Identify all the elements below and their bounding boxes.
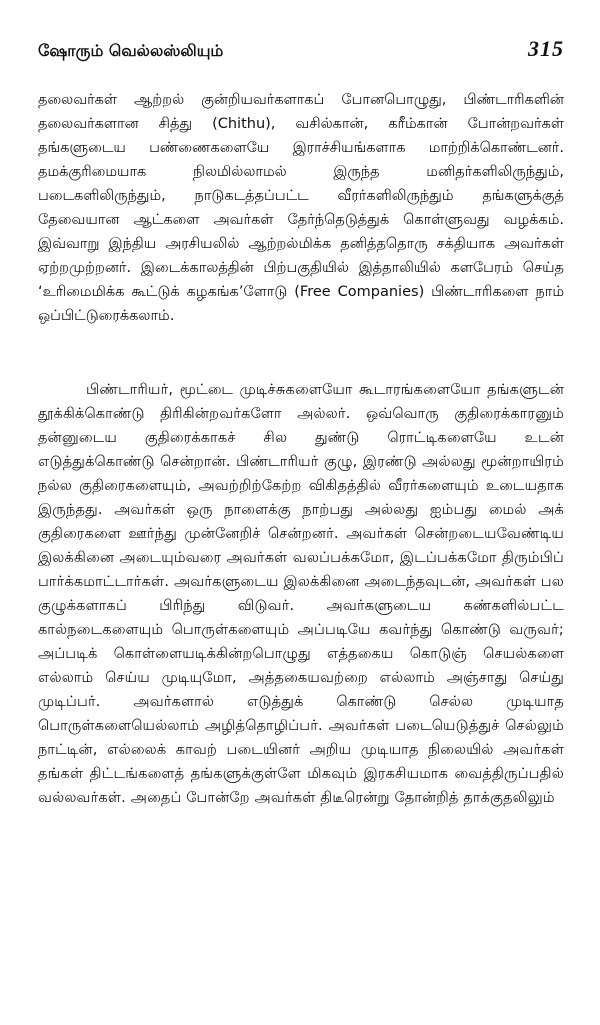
paragraph-2: பிண்டாரியர், மூட்டை முடிச்சுகளையோ கூடாரங்களையோ தங்களுடன் தூக்கிக்கொண்டு திரிகின்றவர்களோ அல்லர். ஒவ்வொரு குதிரைக்காரனும் தன்னுடைய குதிரைக்காகச் சில துண்டு ரொட்டிகளையே உடன் எடுத்துக்கொண்டு சென்றான். பிண்டாரியர் குழு, இரண்டு அல்லது மூன்றாயிரம் நல்ல குதிரைகளையும், அவற்றிற்கேற்ற விகிதத்தில் வீரர்களையும் உடையதாக இருந்தது. அவர்கள் ஒரு நாளைக்கு நாற்பது அல்லது ஐம்பது மைல் அக் குதிரைகளை ஊர்ந்து முன்னேறிச் சென்றனர். அவர்கள் சென்றடையவேண்டிய இலக்கினை அடையும்வரை அவர்கள் வலப்பக்கமோ, இடப்பக்கமோ திரும்பிப் பார்க்கமாட்டார்கள். அவர்களுடைய இலக்கினை அடைந்தவுடன், அவர்கள் பல குழுக்களாகப் பிரிந்து விடுவர். அவர்களுடைய கண்களில்பட்ட கால்நடைகளையும் பொருள்களையும் அப்படியே கவர்ந்து கொண்டு வருவர்; அப்படிக் கொள்ளையடிக்கின்றபொழுது எத்தகைய கொடுஞ் செயல்களை எல்லாம் செய்ய முடியுமோ, அத்தகையவற்றை எல்லாம் அஞ்சாது செய்து முடிப்பர். அவர்களால் எடுத்துக் கொண்டு செல்ல முடியாத பொருள்களையெல்லாம் அழித்தொழிப்பர். அவர்கள் படையெடுத்துச் செல்லும் நாட்டின், எல்லைக் காவற் படையினர் அறிய முடியாத நிலையில் அவர்கள் தங்கள் திட்டங்களைத் தங்களுக்குள்ளே மிகவும் இரகசியமாக வைத்திருப்பதில் வல்லவர்கள். அதைப் போன்றே அவர்கள் திடீரென்று தோன்றித் தாக்குதலிலும்: [38, 382, 564, 806]
running-title: ஷோரும் வெல்லஸ்லியும்: [38, 41, 224, 60]
running-head: [38, 36, 564, 68]
page-number: 315: [528, 36, 564, 61]
paragraph-1: தலைவர்கள் ஆற்றல் குன்றியவர்களாகப் போனபொழுது, பிண்டாரிகளின் தலைவர்களான சித்து (Chithu), வசில்கான், கரீம்கான் போன்றவர்கள் தங்களுடைய பண்ணைகளையே இராச்சியங்களாக மாற்றிக்கொண்டனர். தமக்குரிமையாக நிலமில்லாமல் இருந்த மனிதர்களிலிருந்தும், படைகளிலிருந்தும், நாடுகடத்தப்பட்ட வீரர்களிலிருந்தும் தங்களுக்குத் தேவையான ஆட்களை அவர்கள் தேர்ந்தெடுத்துக் கொள்ளுவது வழக்கம். இவ்வாறு இந்திய அரசியலில் ஆற்றல்மிக்க தனித்ததொரு சக்தியாக அவர்கள் ஏற்றமுற்றனர். இடைக்காலத்தின் பிற்பகுதியில் இத்தாலியில் களபேரம் செய்த ‘உரிமைமிக்க கூட்டுக் கழகங்க’ளோடு (Free Companies) பிண்டாரிகளை நாம் ஒப்பிட்டுரைக்கலாம்.: [38, 92, 564, 324]
